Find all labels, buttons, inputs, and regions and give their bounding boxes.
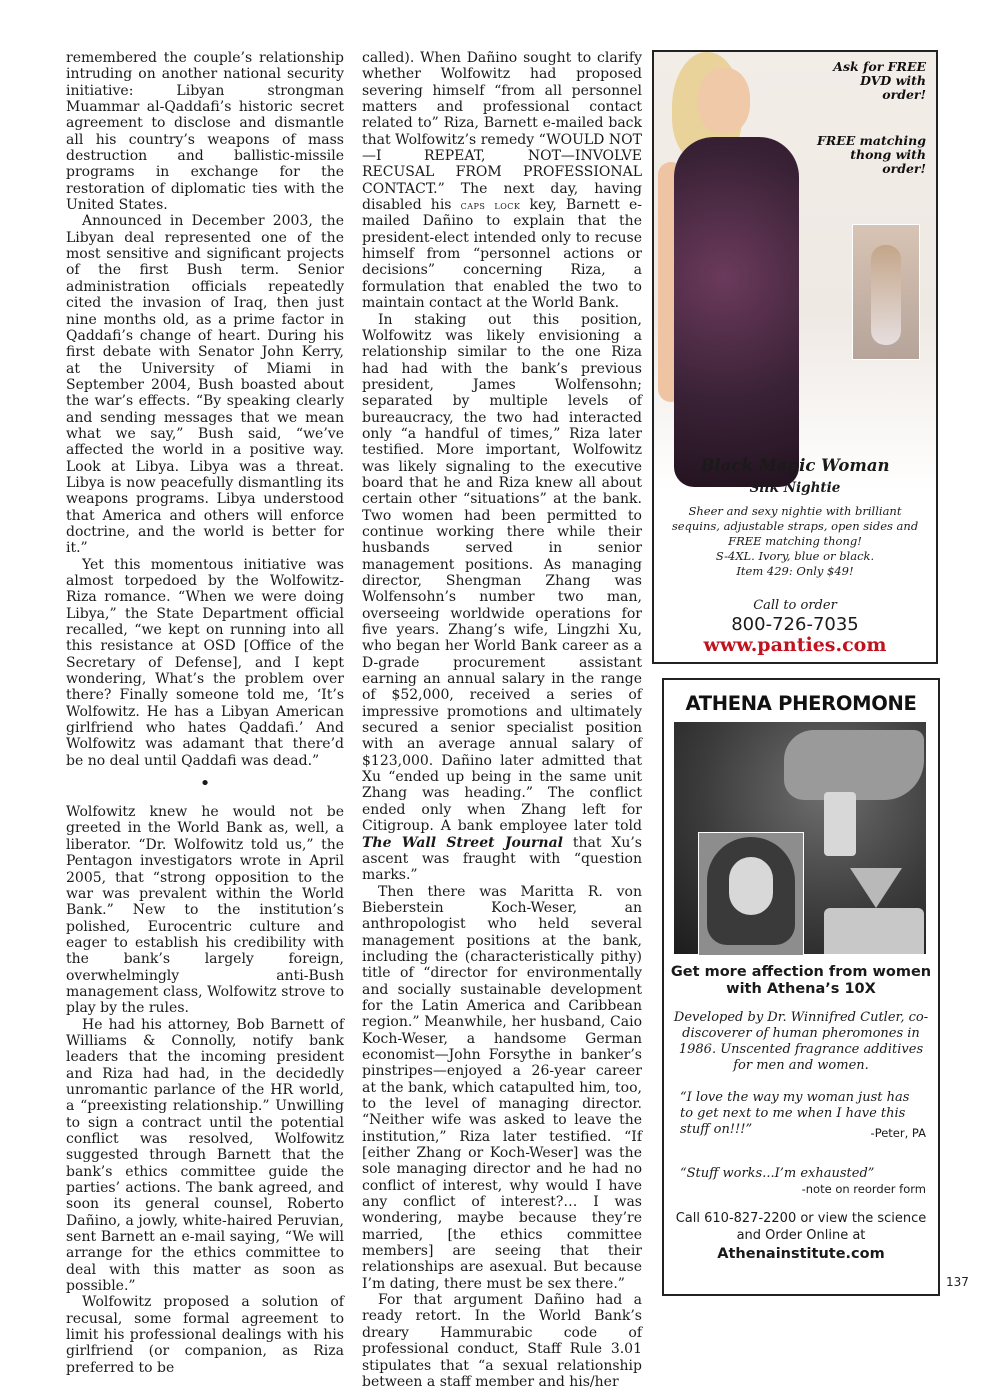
free-dvd-callout: Ask for FREE DVD with order! bbox=[833, 59, 926, 102]
ad-website-link[interactable]: Athenainstitute.com bbox=[717, 1246, 885, 1262]
page-number: 137 bbox=[946, 1275, 969, 1289]
advertisement-athena[interactable] bbox=[662, 678, 940, 1296]
publication-name: The Wall Street Journal bbox=[362, 834, 563, 851]
order-phone[interactable]: 800-726-7035 bbox=[731, 614, 859, 635]
ad-website-link[interactable]: www.panties.com bbox=[703, 634, 887, 656]
free-thong-callout: FREE matching thong with order! bbox=[816, 133, 926, 176]
paragraph: Announced in December 2003, the Libyan deal represented one of the most sensitive and significant projects of the first Bush term. Senior administration officials repeatedly cited the invasion of Iraq, then just nine months old, as a prime factor in Qaddafi’s change of heart. During his first debate with Senator John Kerry, at the University of Miami in September 2004, Bush boasted about the war’s effects. “By speaking clearly and sending messages that we mean what we say,” Bush said, “we’ve affected the world in a positive way. Look at Libya. Libya was a threat. Libya is now peacefully dismantling its weapons programs. Libya understood that America and others will enforce doctrine, and the world is better for it.” bbox=[66, 213, 344, 557]
paragraph: Yet this momentous initiative was almost torpedoed by the Wolfowitz-Riza romance. “When we were doing Libya,” the State Department official recalled, “we kept on running into all this resistance at OSD [Office of the Secretary of Defense], and I kept wondering, What’s the problem over there? Finally someone told me, ‘It’s Wolfowitz. He has a Libyan American girlfriend who hates Qaddafi.’ And Wolfowitz was adamant that there’d be no deal until Qaddafi was dead.” bbox=[66, 556, 344, 769]
paragraph bbox=[362, 50, 642, 312]
portrait-face bbox=[729, 857, 773, 915]
paragraph: Then there was Maritta R. von Bieberstein Koch-Weser, an anthropologist who held several management positions at the bank, including the (characteristically pithy) title of “director for environmentally and socially sustainable development for the Latin America and Caribbean region.” Meanwhile, her husband, Caio Koch-Weser, a handsome German economist—John Forsythe in banker’s pinstripes—enjoyed a 26-year career at the bank, which catapulted him, too, to the level of managing director. “Neither wife was asked to leave the institution,” Riza later testified. “If [either Zhang or Koch-Weser] was the sole managing director and he had no conflict of interest, why would I have any conflict of interest?… I was wondering, maybe because they’re married, [the ethics committee members] are seeing that their relationships are asexual. But because I’m dating, there must be sex there.” bbox=[362, 883, 642, 1292]
paragraph: Wolfowitz proposed a solution of recusal, some formal agreement to limit his professional dealings with his girlfriend (or companion, as Riza preferred to be bbox=[66, 1294, 344, 1376]
model-nightie bbox=[674, 137, 799, 487]
testimonial-quote: “I love the way my woman just has to get next to me when I have this stuff on!!!” bbox=[680, 1090, 910, 1137]
ad-photo bbox=[674, 722, 926, 954]
paragraph: Wolfowitz knew he would not be greeted in the World Bank as, well, a liberator. “Dr. Wolfowitz told us,” the Pentagon investigators wrote in April 2005, that “strong opposition to the war was prevalent within the World Bank.” New to the institution’s polished, Eurocentric culture and eager to establish his credibility with the bank’s largely foreign, overwhelmingly anti-Bush management class, Wolfowitz strove to play by the rules. bbox=[66, 804, 344, 1017]
call-to-action: Call 610-827-2200 or view the science and Order Online at bbox=[675, 1211, 927, 1243]
bottle-image bbox=[824, 908, 924, 954]
caps-lock-text: caps lock bbox=[460, 198, 521, 213]
product-description bbox=[664, 504, 926, 579]
paragraph-text: that Xu’s ascent was fraught with “question marks.” bbox=[362, 834, 642, 884]
article-column-2 bbox=[362, 50, 642, 1390]
ad-photo bbox=[654, 52, 936, 492]
paragraph-text: In staking out this position, Wolfowitz was likely envisioning a relationship similar to the one Riza had had with the bank’s previous president, James Wolfensohn; separated by multiple levels of bureaucracy, the two had interacted only “a handful of times,” Riza later testified. More important, Wolfowitz was likely signaling to the executive board that he and Riza knew all about certain other “situations” at the bank. Two women had been permitted to continue working there while their husbands served in senior management positions. As managing director, Shengman Zhang was Wolfensohn’s number two man, overseeing worldwide operations for five years. Zhang’s wife, Lingzhi Xu, who began her World Bank career as a D-grade procurement assistant earning an annual salary in the range of $52,000, received a series of impressive promotions and ultimately secured a senior specialist position with an average annual salary of $123,000. Dañino later admitted that Xu “ended up being in the same unit Zhang was heading.” The conflict ended only when Zhang left for Citigroup. A bank employee later told bbox=[362, 311, 642, 835]
description-text: Sheer and sexy nightie with brilliant sequins, adjustable straps, open sides and FREE matching thong! bbox=[671, 504, 919, 548]
testimonial-quote: “Stuff works...I’m exhausted” bbox=[680, 1166, 875, 1181]
inset-figure bbox=[871, 245, 901, 345]
model-face bbox=[698, 68, 750, 134]
product-title: Black Magic Woman bbox=[700, 456, 890, 475]
size-text: S-4XL. Ivory, blue or black. bbox=[715, 549, 875, 563]
ad-title: ATHENA PHEROMONE bbox=[685, 692, 917, 715]
advertisement-panties[interactable] bbox=[652, 50, 938, 664]
price-text: Item 429: Only $49! bbox=[736, 564, 854, 578]
paragraph-text: key, Barnett e-mailed Dañino to explain that the president-elect intended only to recuse himself from “personnel actions or decisions” concerning Riza, a formulation that enabled the two to maintain contact at the World Bank. bbox=[362, 197, 643, 312]
article-column-1 bbox=[66, 50, 344, 1376]
paragraph: remembered the couple’s relationship intruding on another national security initiative: Libyan strongman Muammar al-Qaddafi’s historic secret agreement to disclose and dismantle all his country’s weapons of mass destruction and ballistic-missile programs in exchange for the restoration of diplomatic ties with the United States. bbox=[66, 50, 344, 214]
testimonial-author: -note on reorder form bbox=[801, 1182, 926, 1196]
paragraph: He had his attorney, Bob Barnett of Williams & Connolly, notify bank leaders that the incoming president and Riza had had, in the decidedly unromantic parlance of the HR world, a “preexisting relationship.” Unwilling to sign a contract until the potential conflict was resolved, Wolfowitz suggested through Barnett that the bank’s ethics committee guide the parties’ actions. The bank agreed, and soon its general counsel, Roberto Dañino, a jowly, white-haired Peruvian, sent Barnett an e-mail saying, “We will arrange for the ethics committee to deal with this matter as soon as possible.” bbox=[66, 1016, 344, 1295]
portrait-photo bbox=[698, 832, 804, 956]
paragraph-text: called). When Dañino sought to clarify whether Wolfowitz had proposed severing himself “from all personnel matters and professional contact related to” Riza, Barnett e-mailed back that Wolfowitz’s remedy “WOULD NOT—I REPEAT, NOT—INVOLVE RECUSAL FROM PROFESSIONAL CONTACT.” The next day, having disabled his bbox=[362, 50, 642, 214]
product-subtitle: Silk Nightie bbox=[749, 480, 841, 496]
vial-image bbox=[824, 792, 856, 856]
paragraph: For that argument Dañino had a ready retort. In the World Bank’s dreary Hammurabic code of professional conduct, Staff Rule 3.01 stipulates that “a sexual relationship between a staff member and his/her bbox=[362, 1292, 642, 1390]
ad-inset-photo bbox=[852, 224, 920, 360]
section-break: • bbox=[199, 773, 211, 795]
testimonial-author: -Peter, PA bbox=[870, 1126, 926, 1140]
paragraph bbox=[362, 312, 642, 884]
call-to-order-label: Call to order bbox=[753, 598, 837, 613]
funnel-image bbox=[850, 868, 902, 908]
hand-image bbox=[784, 730, 924, 800]
ad-developer-text: Developed by Dr. Winnifred Cutler, co-discoverer of human pheromones in 1986. Unscented fragrance additives for men and women. bbox=[673, 1010, 929, 1073]
ad-headline: Get more affection from women with Athena’s 10X bbox=[670, 964, 932, 997]
